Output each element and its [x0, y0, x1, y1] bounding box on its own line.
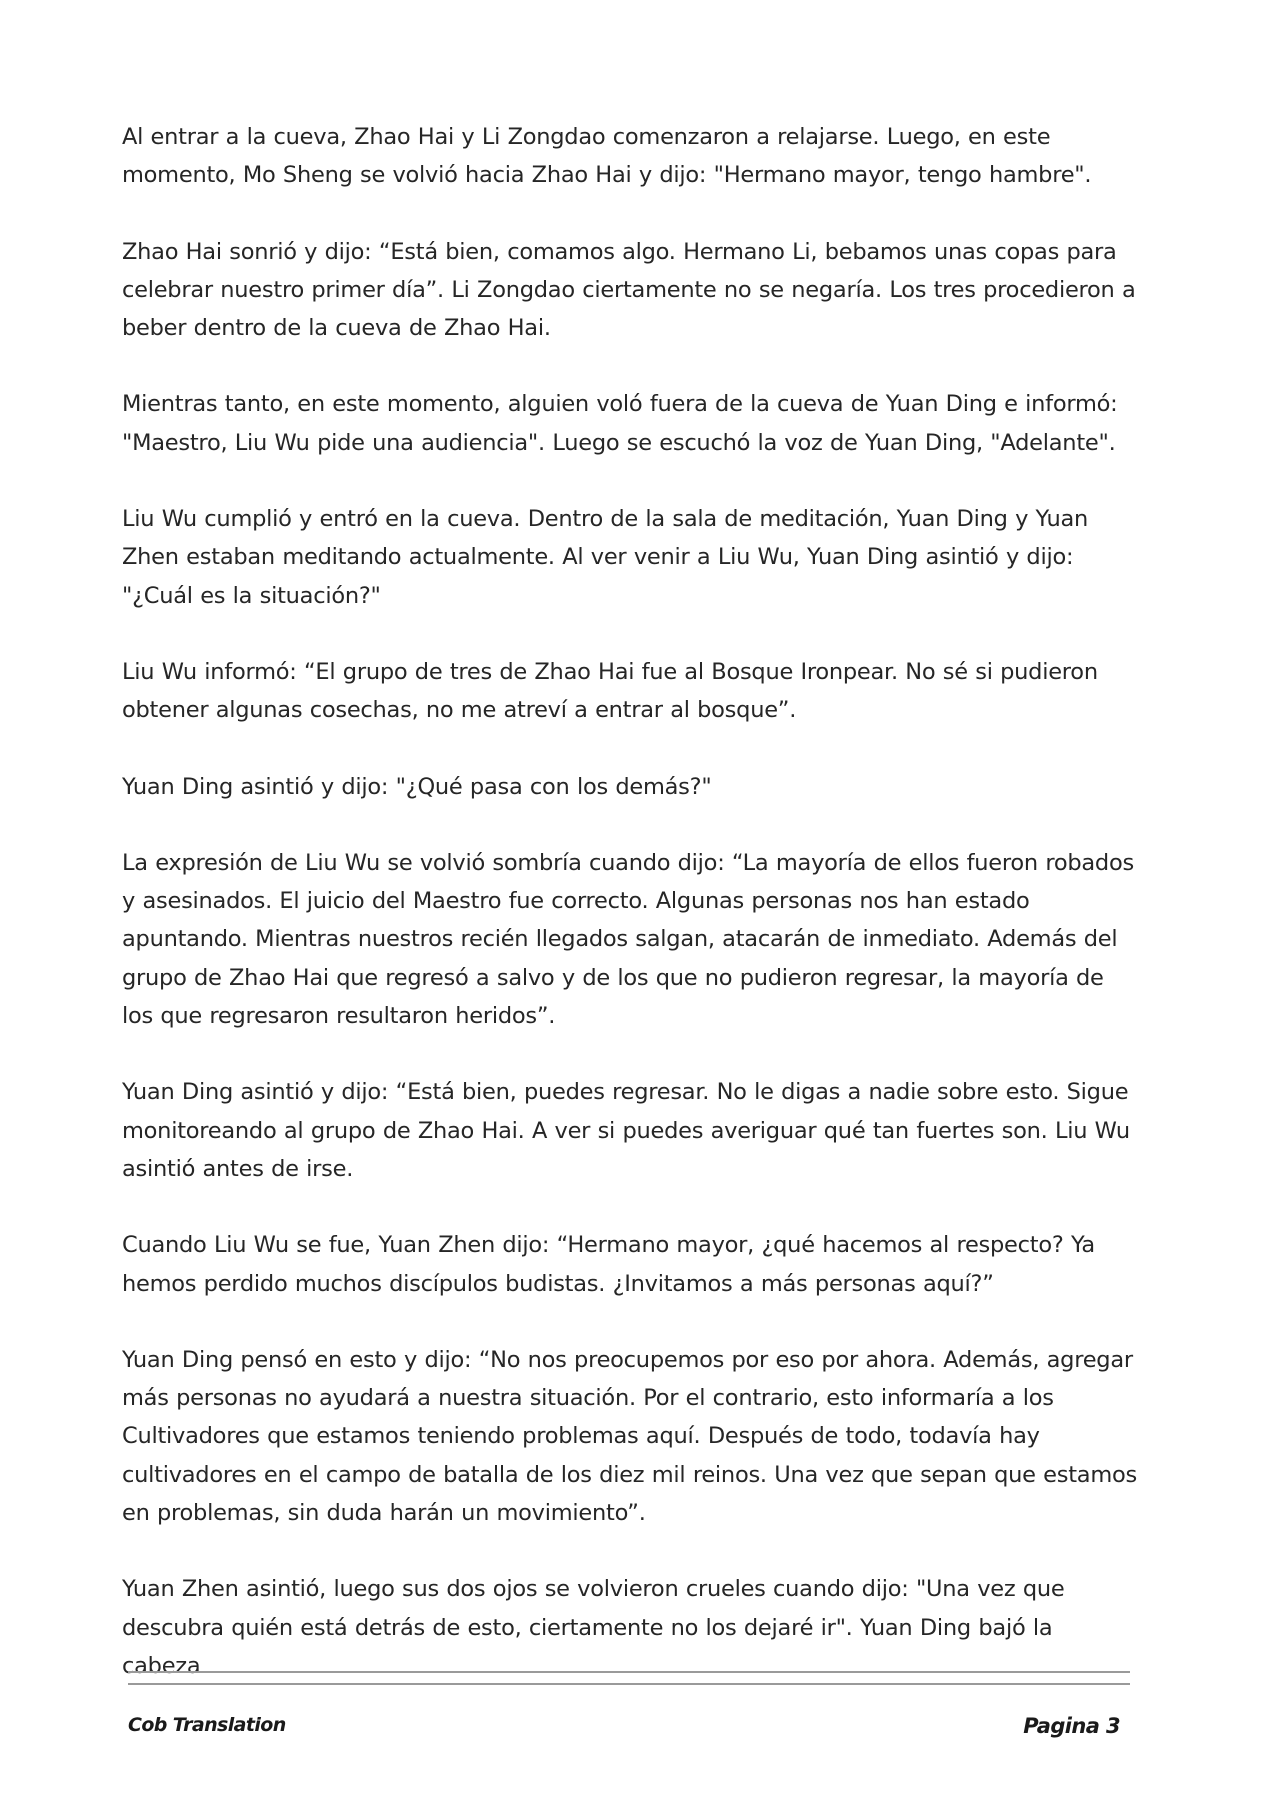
- paragraph-2: Zhao Hai sonrió y dijo: “Está bien, comamos algo. Hermano Li, bebamos unas copas para celebrar nuestro primer día”. Li Zongdao ciertamente no se negaría. Los tres procedieron a beber dentro de la cueva de Zhao Hai.: [122, 238, 1136, 342]
- paragraph-4: Liu Wu cumplió y entró en la cueva. Dentro de la sala de meditación, Yuan Ding y Yuan Zhen estaban meditando actualmente. Al ver venir a Liu Wu, Yuan Ding asintió y dijo: "¿Cuál es la situación?": [122, 506, 1089, 609]
- footer-divider-bottom: [128, 1683, 1130, 1685]
- paragraph-10: Yuan Ding pensó en esto y dijo: “No nos preocupemos por eso por ahora. Además, agregar más personas no ayudará a nuestra situación. Por el contrario, esto informaría a los Cultivadores que estamos teniendo problemas aquí. Después de todo, todavía hay cultivadores en el campo de batalla de los diez mil reinos. Una vez que sepan que estamos en problemas, sin duda harán un movimiento”.: [122, 1346, 1137, 1527]
- footer-divider-top: [128, 1671, 1130, 1673]
- paragraph-7: La expresión de Liu Wu se volvió sombría cuando dijo: “La mayoría de ellos fueron robados y asesinados. El juicio del Maestro fue correcto. Algunas personas nos han estado apuntando. Mientras nuestros recién llegados salgan, atacarán de inmediato. Además del grupo de Zhao Hai que regresó a salvo y de los que no pudieron regresar, la mayoría de los que regresaron resultaron heridos”.: [122, 849, 1134, 1030]
- paragraph-1: Al entrar a la cueva, Zhao Hai y Li Zongdao comenzaron a relajarse. Luego, en este momento, Mo Sheng se volvió hacia Zhao Hai y dijo: "Hermano mayor, tengo hambre".: [122, 124, 1092, 189]
- paragraph-5: Liu Wu informó: “El grupo de tres de Zhao Hai fue al Bosque Ironpear. No sé si pudieron obtener algunas cosechas, no me atreví a entrar al bosque”.: [122, 658, 1098, 724]
- paragraph-8: Yuan Ding asintió y dijo: “Está bien, puedes regresar. No le digas a nadie sobre esto. Sigue monitoreando al grupo de Zhao Hai. A ver si puedes averiguar qué tan fuertes son. Liu Wu asintió antes de irse.: [122, 1079, 1130, 1182]
- document-body: [122, 118, 1138, 1723]
- footer-page-number: Pagina 3: [1023, 1714, 1120, 1738]
- paragraph-11: Yuan Zhen asintió, luego sus dos ojos se volvieron crueles cuando dijo: "Una vez que descubra quién está detrás de esto, ciertamente no los dejaré ir". Yuan Ding bajó la cabeza: [122, 1576, 1065, 1679]
- paragraph-9: Cuando Liu Wu se fue, Yuan Zhen dijo: “Hermano mayor, ¿qué hacemos al respecto? Ya hemos perdido muchos discípulos budistas. ¿Invitamos a más personas aquí?”: [122, 1232, 1095, 1297]
- paragraph-3: Mientras tanto, en este momento, alguien voló fuera de la cueva de Yuan Ding e informó: "Maestro, Liu Wu pide una audiencia". Luego se escuchó la voz de Yuan Ding, "Adelante".: [122, 391, 1118, 456]
- footer-translator-credit: Cob Translation: [128, 1714, 286, 1736]
- paragraph-6: Yuan Ding asintió y dijo: "¿Qué pasa con los demás?": [122, 773, 712, 800]
